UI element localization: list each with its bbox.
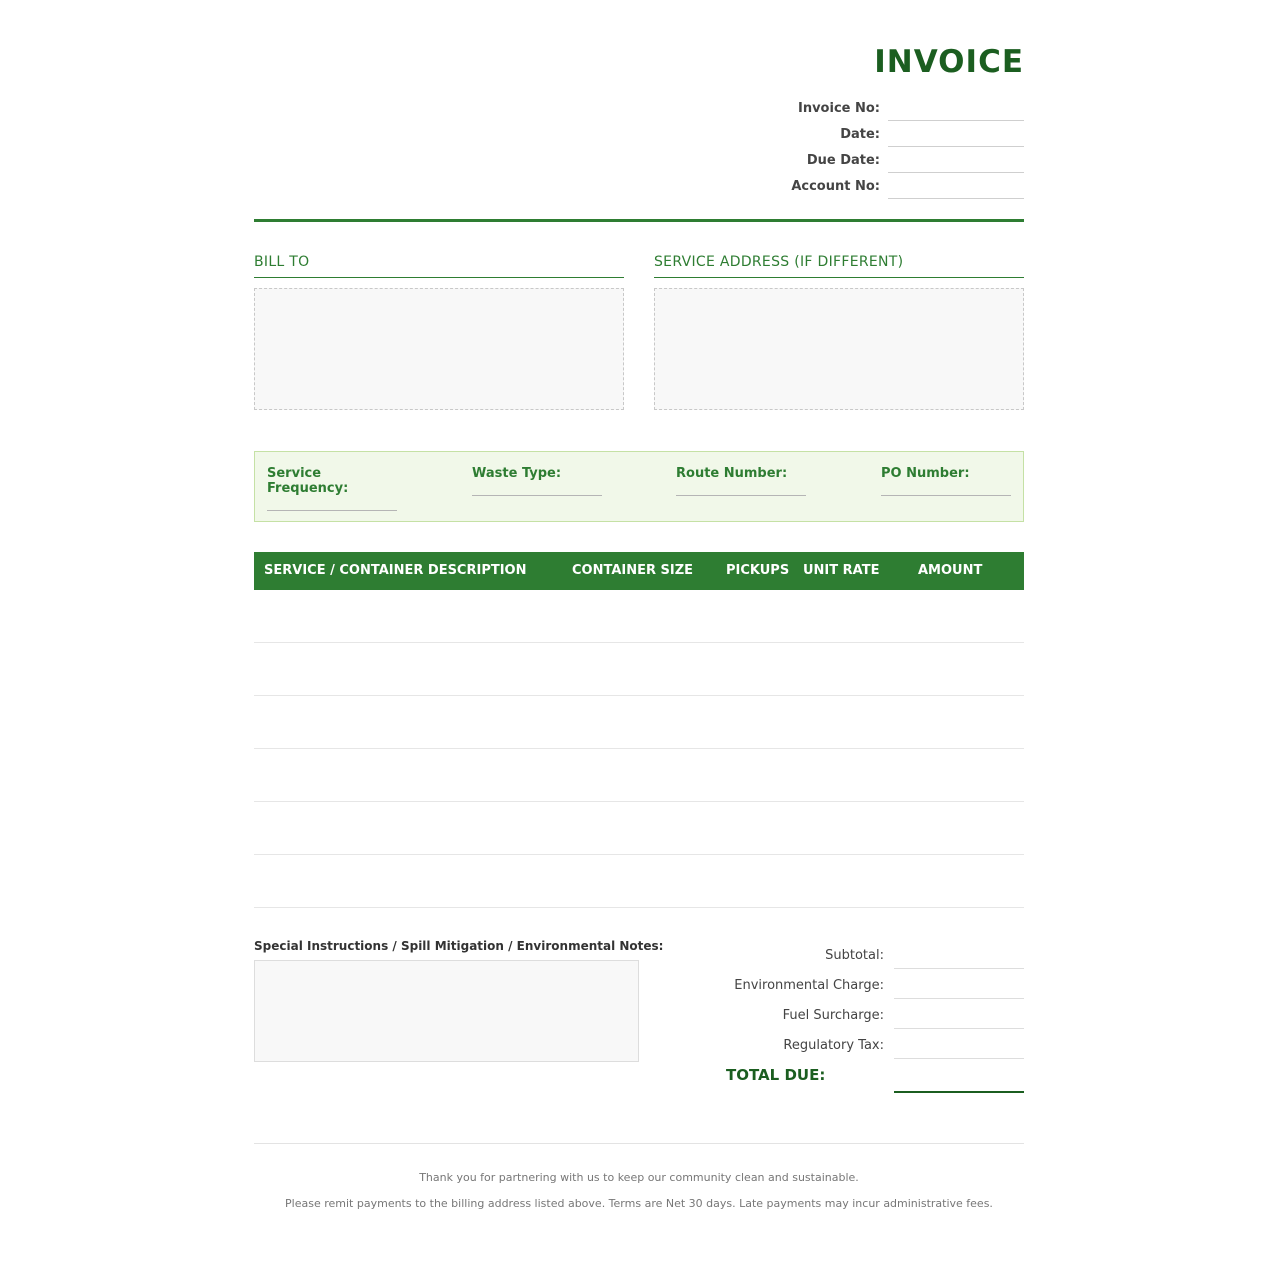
totals-section [724,939,1024,1093]
invoice-title: INVOICE [874,44,1024,80]
regulatory-tax-label: Regulatory Tax: [783,1038,884,1053]
service-address-heading: SERVICE ADDRESS (IF DIFFERENT) [654,254,1024,278]
regulatory-tax-field[interactable] [894,1029,1024,1059]
invoice-number-label: Invoice No: [797,101,880,116]
waste-type-field[interactable] [472,495,602,496]
table-row[interactable] [254,643,1024,696]
environmental-charge-field[interactable] [894,969,1024,999]
due-date-row [784,147,1024,173]
waste-type-label: Waste Type: [472,466,562,481]
route-number-item [676,466,806,496]
footer-payment-terms: Please remit payments to the billing address listed above. Terms are Net 30 days. Late payments may incur administrative fees. [285,1197,993,1210]
service-frequency-label: Service Frequency: [267,466,349,496]
fuel-surcharge-label: Fuel Surcharge: [782,1008,884,1023]
regulatory-tax-row [724,1029,1024,1059]
column-header-pickups: PICKUPS [726,563,790,578]
account-number-row [784,173,1024,199]
column-header-description: SERVICE / CONTAINER DESCRIPTION [264,563,527,578]
invoice-number-field[interactable] [888,95,1024,121]
notes-label: Special Instructions / Spill Mitigation / Environmental Notes: [254,939,664,953]
environmental-charge-row [724,969,1024,999]
fuel-surcharge-field[interactable] [894,999,1024,1029]
account-number-label: Account No: [791,179,880,194]
service-address-section [654,254,1024,410]
subtotal-row [724,939,1024,969]
route-number-field[interactable] [676,495,806,496]
column-header-amount: AMOUNT [918,563,983,578]
bill-to-heading: BILL TO [254,254,624,278]
po-number-label: PO Number: [881,466,970,481]
due-date-label: Due Date: [806,153,880,168]
date-label: Date: [840,127,880,142]
service-info-strip [254,451,1024,522]
environmental-charge-label: Environmental Charge: [734,978,884,993]
footer-thank-you: Thank you for partnering with us to keep our community clean and sustainable. [419,1171,859,1184]
service-address-box[interactable] [654,288,1024,410]
table-row[interactable] [254,696,1024,749]
table-row[interactable] [254,590,1024,643]
fuel-surcharge-row [724,999,1024,1029]
invoice-number-row [784,95,1024,121]
date-field[interactable] [888,121,1024,147]
column-header-container-size: CONTAINER SIZE [572,563,694,578]
table-row[interactable] [254,802,1024,855]
bill-to-section [254,254,624,410]
line-items-header [254,552,1024,590]
total-due-row [724,1059,1024,1093]
bill-to-box[interactable] [254,288,624,410]
footer-divider [254,1143,1024,1144]
total-due-label: TOTAL DUE: [726,1066,826,1084]
due-date-field[interactable] [888,147,1024,173]
waste-type-item [472,466,602,496]
service-frequency-item [267,466,397,511]
total-due-field[interactable] [894,1059,1024,1093]
account-number-field[interactable] [888,173,1024,199]
date-row [784,121,1024,147]
po-number-field[interactable] [881,495,1011,496]
route-number-label: Route Number: [676,466,788,481]
subtotal-label: Subtotal: [825,948,884,963]
column-header-unit-rate: UNIT RATE [803,563,880,578]
invoice-meta [784,95,1024,199]
service-frequency-field[interactable] [267,510,397,511]
header-divider [254,219,1024,222]
table-row[interactable] [254,749,1024,802]
table-row[interactable] [254,855,1024,908]
subtotal-field[interactable] [894,939,1024,969]
notes-box[interactable] [254,960,639,1062]
po-number-item [881,466,1011,496]
